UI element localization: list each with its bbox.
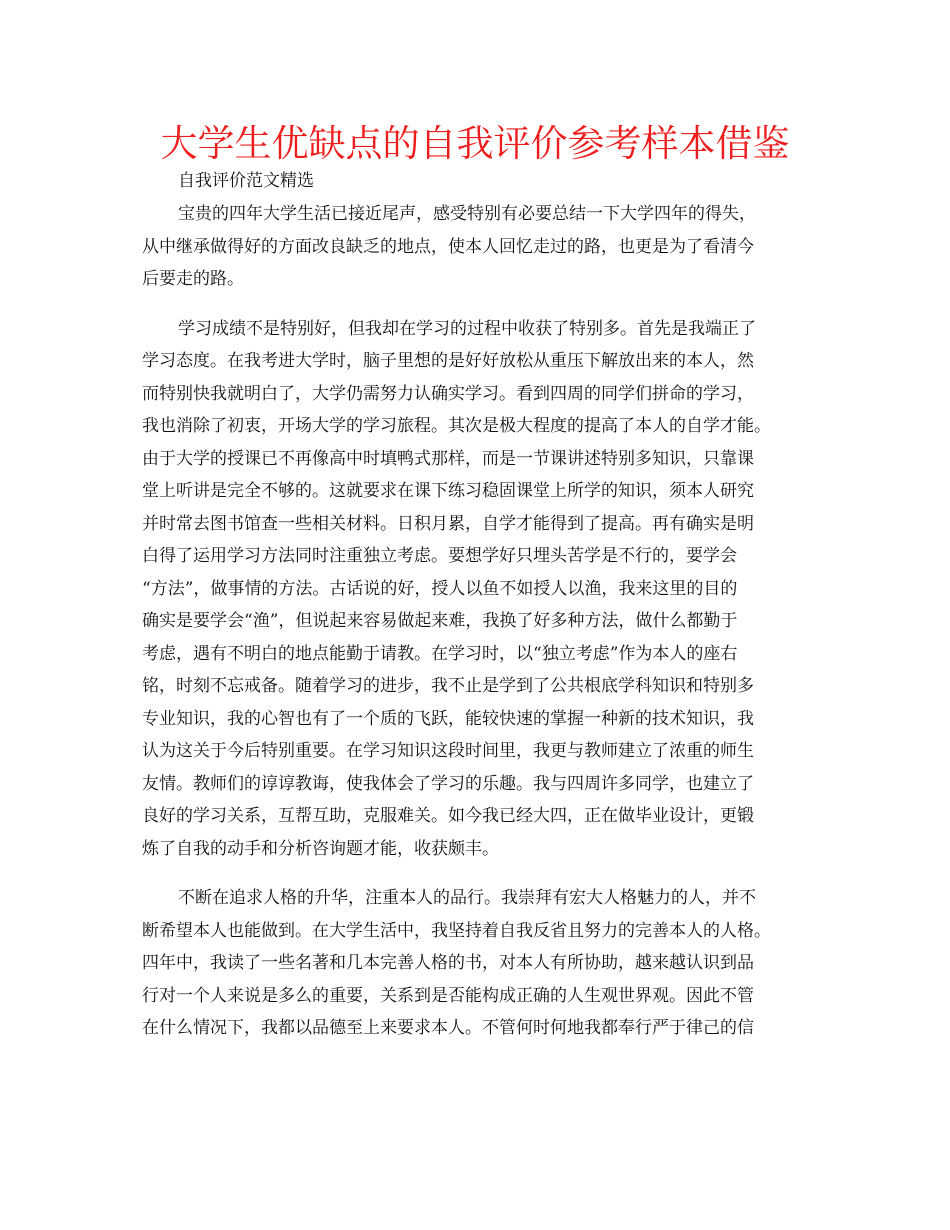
text-line: 并时常去图书馆查一些相关材料。日积月累，自学才能得到了提高。再有确实是明 xyxy=(142,513,754,534)
text-line: 铭，时刻不忘戒备。随着学习的进步，我不止是学到了公共根底学科知识和特别多 xyxy=(142,676,754,696)
text-line: 从中继承做得好的方面改良缺乏的地点，使本人回忆走过的路，也更是为了看清今 xyxy=(142,236,754,257)
text-line: 行对一个人来说是多么的重要，关系到是否能构成正确的人生观世界观。因此不管 xyxy=(142,985,754,1006)
paragraph-1 xyxy=(142,198,842,296)
document-subtitle: 自我评价范文精选 xyxy=(178,171,314,191)
text-line: 考虑，遇有不明白的地点能勤于请教。在学习时，以“独立考虑”作为本人的座右 xyxy=(142,643,738,664)
text-line: 良好的学习关系，互帮互助，克服难关。如今我已经大四，正在做毕业设计，更锻 xyxy=(142,806,754,826)
text-line: 不断在追求人格的升华，注重本人的品行。我崇拜有宏大人格魅力的人，并不 xyxy=(178,888,756,908)
text-line: 四年中，我读了一些名著和几本完善人格的书，对本人有所协助，越来越认识到品 xyxy=(142,953,754,973)
text-line: 友情。教师们的谆谆教诲，使我体会了学习的乐趣。我与四周许多同学，也建立了 xyxy=(142,773,754,794)
text-line: 在什么情况下，我都以品德至上来要求本人。不管何时何地我都奉行严于律己的信 xyxy=(142,1018,754,1038)
document-title: 大学生优缺点的自我评价参考样本借鉴 xyxy=(160,122,790,165)
text-line: 认为这关于今后特别重要。在学习知识这段时间里，我更与教师建立了浓重的师生 xyxy=(142,741,754,761)
text-line: 炼了自我的动手和分析咨询题才能，收获颇丰。 xyxy=(142,838,499,859)
text-line: 专业知识，我的心智也有了一个质的飞跃，能较快速的掌握一种新的技术知识，我 xyxy=(142,708,754,729)
text-line: 学习态度。在我考进大学时，脑子里想的是好好放松从重压下解放出来的本人，然 xyxy=(142,351,754,371)
text-line: 我也消除了初衷，开场大学的学习旅程。其次是极大程度的提高了本人的自学才能。 xyxy=(142,416,771,436)
text-line: 而特别快我就明白了，大学仍需努力认确实学习。看到四周的同学们拼命的学习， xyxy=(142,383,754,404)
text-line: 后要走的路。 xyxy=(142,269,244,289)
text-line: “方法”，做事情的方法。古话说的好，授人以鱼不如授人以渔，我来这里的目的 xyxy=(142,578,738,599)
text-line: 确实是要学会“渔”，但说起来容易做起来难，我换了好多种方法，做什么都勤于 xyxy=(142,611,738,631)
text-line: 堂上听讲是完全不够的。这就要求在课下练习稳固课堂上所学的知识，须本人研究 xyxy=(142,481,754,501)
document-body xyxy=(142,198,842,1062)
text-line: 宝贵的四年大学生活已接近尾声，感受特别有必要总结一下大学四年的得失， xyxy=(178,204,756,224)
text-line: 白得了运用学习方法同时注重独立考虑。要想学好只埋头苦学是不行的，要学会 xyxy=(142,546,737,566)
text-line: 断希望本人也能做到。在大学生活中，我坚持着自我反省且努力的完善本人的人格。 xyxy=(142,920,771,941)
paragraph-3 xyxy=(142,882,842,1045)
text-line: 学习成绩不是特别好，但我却在学习的过程中收获了特别多。首先是我端正了 xyxy=(178,318,756,339)
paragraph-2 xyxy=(142,313,842,866)
text-line: 由于大学的授课已不再像高中时填鸭式那样，而是一节课讲述特别多知识，只靠课 xyxy=(142,448,754,469)
